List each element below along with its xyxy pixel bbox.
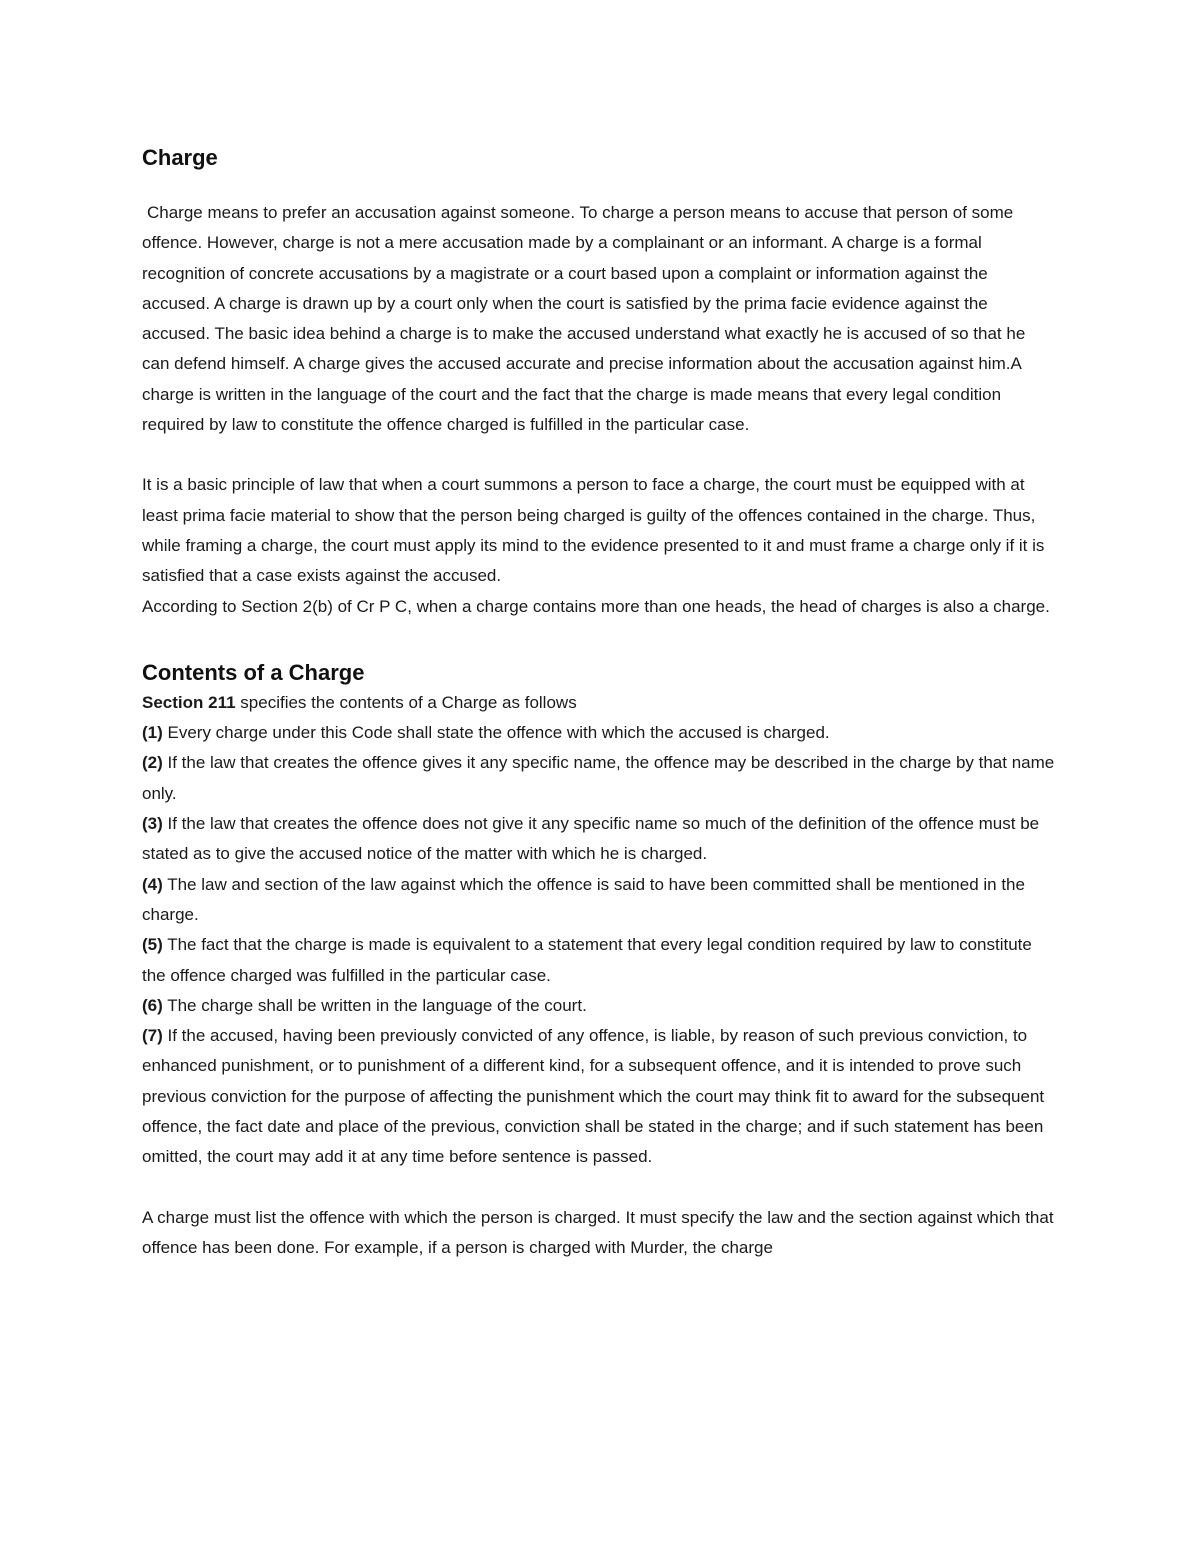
contents-heading: Contents of a Charge [142, 659, 365, 685]
item-number: (2) [142, 753, 163, 773]
item-text: Every charge under this Code shall state the offence with which the accused is charged. [162, 723, 830, 743]
principle-paragraph: It is a basic principle of law that when a court summons a person to face a charge, the court must be equipped with at least prima facie material to show that the person being charged is guilty of the offences contained in the charge. Thus, while framing a charge, the court must apply its mind to the evidence presented to it and must frame a charge only if it is satisfied that a case exists against the accused. [142, 475, 1045, 586]
closing-paragraph: A charge must list the offence with which the person is charged. It must specify the law and the section against which that offence has been done. For example, if a person is charged with Murder, the charge [142, 1207, 1054, 1257]
list-item [142, 748, 1057, 809]
list-item [142, 870, 1057, 931]
item-text: If the accused, having been previously convicted of any offence, is liable, by reason of such previous conviction, to enhanced punishment, or to punishment of a different kind, for a subsequent offence, and it is intended to prove such previous conviction for the purpose of affecting the punishment which the court may think fit to award for the subsequent offence, the fact date and place of the previous, conviction shall be stated in the charge; and if such statement has been omitted, the court may add it at any time before sentence is passed. [142, 1026, 1045, 1167]
list-item [142, 930, 1057, 991]
section-211-text: specifies the contents of a Charge as follows [235, 692, 577, 712]
document-page [142, 140, 1057, 1263]
item-number: (3) [142, 814, 163, 834]
item-number: (1) [142, 723, 163, 743]
item-text: The law and section of the law against which the offence is said to have been committed shall be mentioned in the charge. [142, 874, 1025, 924]
item-number: (7) [142, 1026, 163, 1046]
list-item [142, 809, 1057, 870]
item-number: (6) [142, 995, 163, 1015]
section-211-label: Section 211 [142, 692, 236, 712]
list-item [142, 991, 1057, 1021]
paragraph-spacer [142, 440, 1057, 470]
intro-paragraph: Charge means to prefer an accusation against someone. To charge a person means to accuse that person of some offence. However, charge is not a mere accusation made by a complainant or an informant. A charge is a formal recognition of concrete accusations by a magistrate or a court based upon a complaint or information against the accused. A charge is drawn up by a court only when the court is satisfied by the prima facie evidence against the accused. The basic idea behind a charge is to make the accused understand what exactly he is accused of so that he can defend himself. A charge gives the accused accurate and precise information about the accusation against him.A charge is written in the language of the court and the fact that the charge is made means that every legal condition required by law to constitute the offence charged is fulfilled in the particular case. [142, 203, 1026, 435]
list-item [142, 718, 1057, 748]
paragraph-spacer [142, 1173, 1057, 1203]
item-number: (5) [142, 935, 163, 955]
item-text: The fact that the charge is made is equivalent to a statement that every legal condition required by law to constitute the offence charged was fulfilled in the particular case. [142, 935, 1032, 985]
page-title: Charge [142, 145, 218, 170]
list-item [142, 1021, 1057, 1172]
item-text: If the law that creates the offence gives it any specific name, the offence may be described in the charge by that name only. [142, 753, 1055, 803]
item-text: If the law that creates the offence does not give it any specific name so much of the definition of the offence must be stated as to give the accused notice of the matter with which he is charged. [142, 814, 1040, 864]
section-211-intro [142, 688, 1057, 718]
item-text: The charge shall be written in the language of the court. [162, 995, 587, 1015]
item-number: (4) [142, 874, 163, 894]
section-2b-paragraph: According to Section 2(b) of Cr P C, when a charge contains more than one heads, the head of charges is also a charge. [142, 596, 1050, 616]
